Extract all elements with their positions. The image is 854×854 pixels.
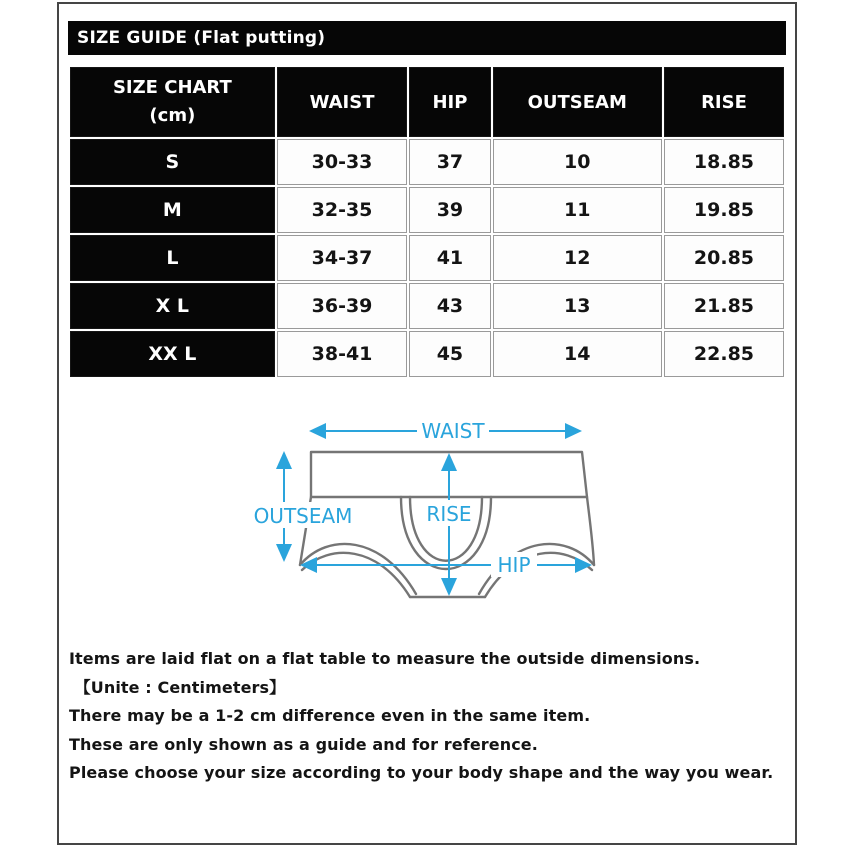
- note-line: Please choose your size according to your body shape and the way you wear.: [69, 763, 774, 782]
- size-label: L: [70, 235, 275, 281]
- size-guide-title: SIZE GUIDE (Flat putting): [68, 21, 786, 55]
- outseam-value: 10: [493, 139, 662, 185]
- hip-value: 43: [409, 283, 490, 329]
- outseam-arrow-down-icon: [276, 544, 292, 562]
- left-leg-outer: [300, 544, 416, 594]
- table-row-xl: [70, 283, 784, 329]
- rise-value: 20.85: [664, 235, 784, 281]
- header-size-chart: [70, 67, 275, 137]
- note-line: Items are laid flat on a flat table to measure the outside dimensions.: [69, 649, 701, 668]
- rise-value: 18.85: [664, 139, 784, 185]
- rise-value: 22.85: [664, 331, 784, 377]
- table-row-m: [70, 187, 784, 233]
- rise-value: 19.85: [664, 187, 784, 233]
- note-line: These are only shown as a guide and for reference.: [69, 734, 538, 754]
- hip-value: 39: [409, 187, 490, 233]
- header-waist: WAIST: [277, 67, 408, 137]
- left-leg-inner: [302, 553, 410, 597]
- measurement-notes: [68, 645, 786, 788]
- header-rise: RISE: [664, 67, 784, 137]
- table-row-l: [70, 235, 784, 281]
- outseam-value: 14: [493, 331, 662, 377]
- table-header-row: [70, 67, 784, 137]
- waist-value: 38-41: [277, 331, 408, 377]
- header-outseam: OUTSEAM: [493, 67, 662, 137]
- measurement-diagram: [68, 416, 786, 632]
- rise-arrow-up-icon: [441, 453, 457, 471]
- size-label: M: [70, 187, 275, 233]
- size-label: S: [70, 139, 275, 185]
- waist-arrow-left-icon: [309, 423, 326, 439]
- table-row-xxl: [70, 331, 784, 377]
- outseam-label: OUTSEAM: [253, 504, 353, 528]
- briefs-measurement-svg: [251, 416, 603, 628]
- rise-value: 21.85: [664, 283, 784, 329]
- hip-label: HIP: [497, 553, 531, 577]
- note-line: 【Unite : Centimeters】: [69, 677, 286, 697]
- size-label: X L: [70, 283, 275, 329]
- waist-value: 36-39: [277, 283, 408, 329]
- outseam-value: 12: [493, 235, 662, 281]
- right-side-seam: [587, 497, 594, 565]
- size-label: XX L: [70, 331, 275, 377]
- outseam-value: 13: [493, 283, 662, 329]
- note-line: There may be a 1-2 cm difference even in the same item.: [69, 706, 591, 725]
- waist-value: 34-37: [277, 235, 408, 281]
- header-size-chart-line1: SIZE CHART: [112, 77, 232, 99]
- size-chart-table: [68, 65, 786, 379]
- hip-value: 37: [409, 139, 490, 185]
- waist-label: WAIST: [421, 419, 485, 443]
- hip-value: 41: [409, 235, 490, 281]
- rise-label: RISE: [426, 502, 472, 526]
- hip-value: 45: [409, 331, 490, 377]
- waist-arrow-right-icon: [565, 423, 582, 439]
- waist-value: 30-33: [277, 139, 408, 185]
- waist-value: 32-35: [277, 187, 408, 233]
- size-guide-panel: [57, 2, 797, 845]
- header-size-chart-line2: (cm): [149, 105, 196, 126]
- header-hip: HIP: [409, 67, 490, 137]
- rise-arrow-down-icon: [441, 578, 457, 596]
- outseam-arrow-up-icon: [276, 451, 292, 469]
- table-row-s: [70, 139, 784, 185]
- outseam-value: 11: [493, 187, 662, 233]
